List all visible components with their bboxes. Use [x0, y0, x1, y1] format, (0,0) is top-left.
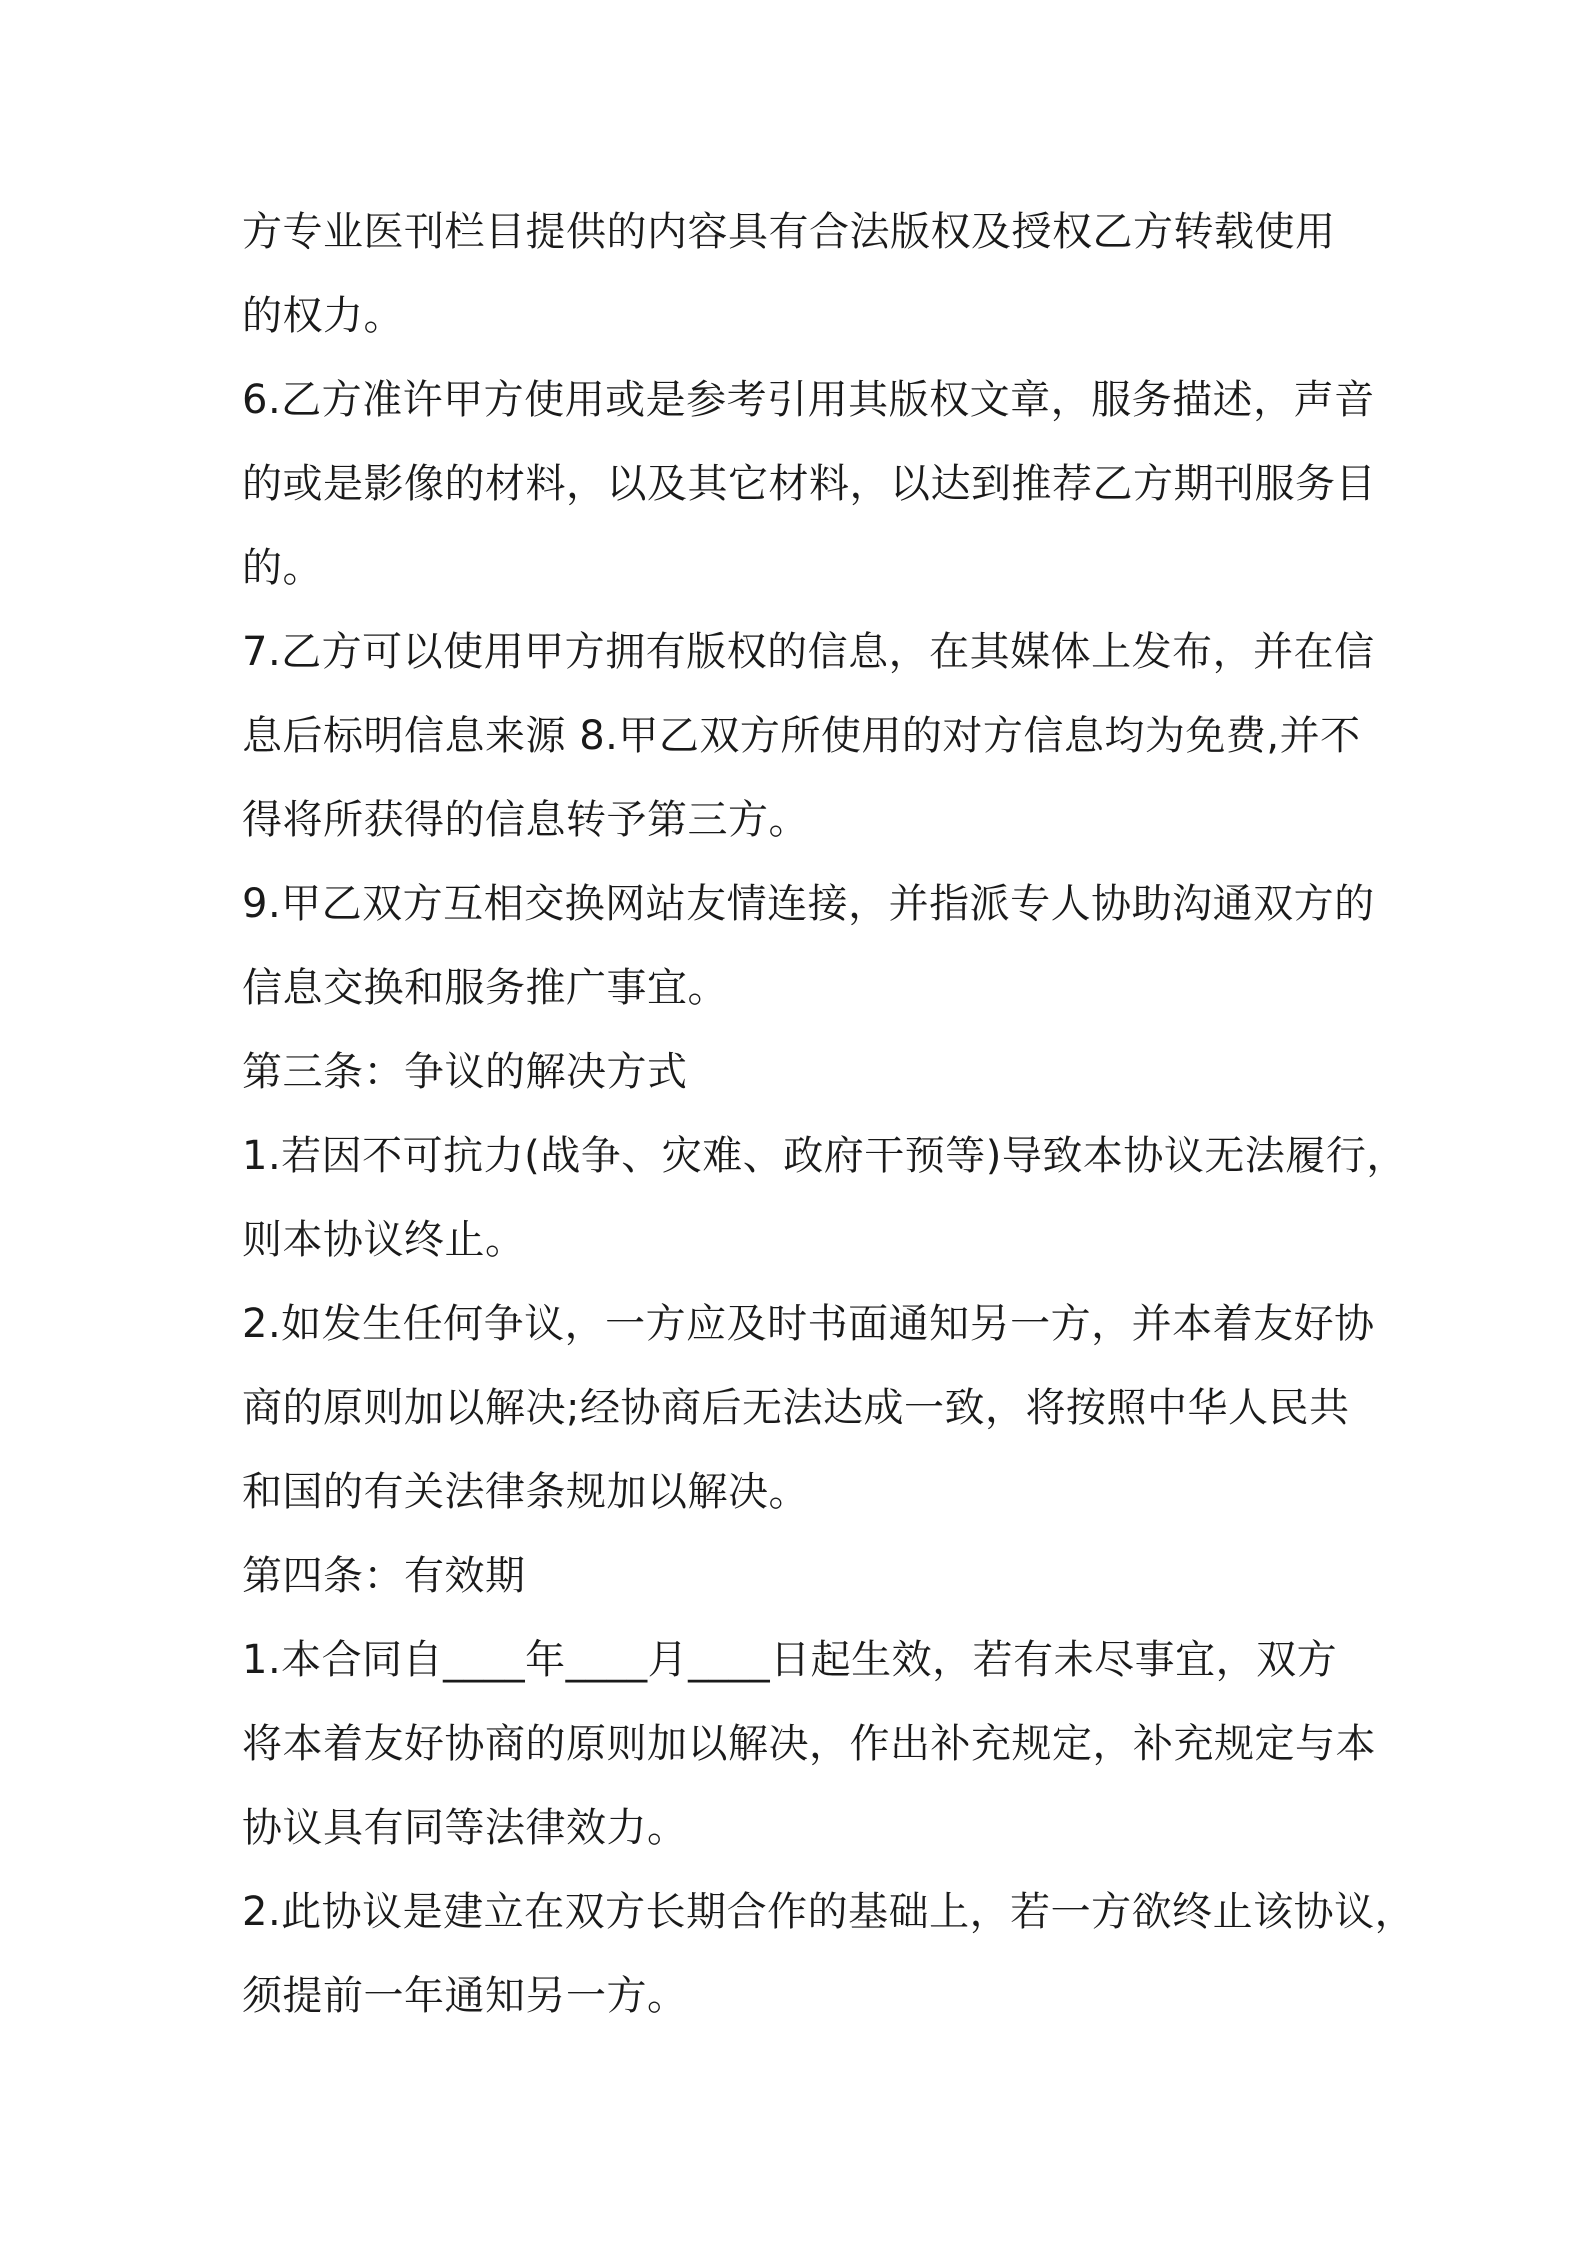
- text-line: 商的原则加以解决;经协商后无法达成一致，将按照中华人民共: [242, 1385, 1350, 1431]
- document-body: [242, 190, 1416, 2038]
- text-line: 的权力。: [242, 293, 404, 339]
- text-line: 协议具有同等法律效力。: [242, 1805, 688, 1851]
- text-line: 得将所获得的信息转予第三方。: [242, 797, 809, 843]
- section-heading: 第三条：争议的解决方式: [242, 1049, 688, 1095]
- text-line: 信息交换和服务推广事宜。: [242, 965, 728, 1011]
- text-line: 6.乙方准许甲方使用或是参考引用其版权文章，服务描述，声音: [242, 377, 1375, 423]
- text-line: 须提前一年通知另一方。: [242, 1973, 688, 2019]
- text-line: 则本协议终止。: [242, 1217, 526, 1263]
- text-line: 1.本合同自____年____月____日起生效，若有未尽事宜，双方: [242, 1637, 1338, 1683]
- text-line: 将本着友好协商的原则加以解决，作出补充规定，补充规定与本: [242, 1721, 1376, 1767]
- text-line: 2.如发生任何争议，一方应及时书面通知另一方，并本着友好协: [242, 1301, 1375, 1347]
- text-line: 2.此协议是建立在双方长期合作的基础上，若一方欲终止该协议，: [242, 1889, 1416, 1935]
- text-line: 7.乙方可以使用甲方拥有版权的信息，在其媒体上发布，并在信: [242, 629, 1375, 675]
- text-line: 的或是影像的材料，以及其它材料，以达到推荐乙方期刊服务目: [242, 461, 1376, 507]
- text-line: 息后标明信息来源 8.甲乙双方所使用的对方信息均为免费,并不: [242, 713, 1361, 759]
- section-heading: 第四条：有效期: [242, 1553, 526, 1599]
- text-line: 的。: [242, 545, 323, 591]
- text-line: 1.若因不可抗力(战争、灾难、政府干预等)导致本协议无法履行，: [242, 1133, 1407, 1179]
- text-line: 9.甲乙双方互相交换网站友情连接，并指派专人协助沟通双方的: [242, 881, 1375, 927]
- text-line: 方专业医刊栏目提供的内容具有合法版权及授权乙方转载使用: [242, 209, 1336, 255]
- text-line: 和国的有关法律条规加以解决。: [242, 1469, 809, 1515]
